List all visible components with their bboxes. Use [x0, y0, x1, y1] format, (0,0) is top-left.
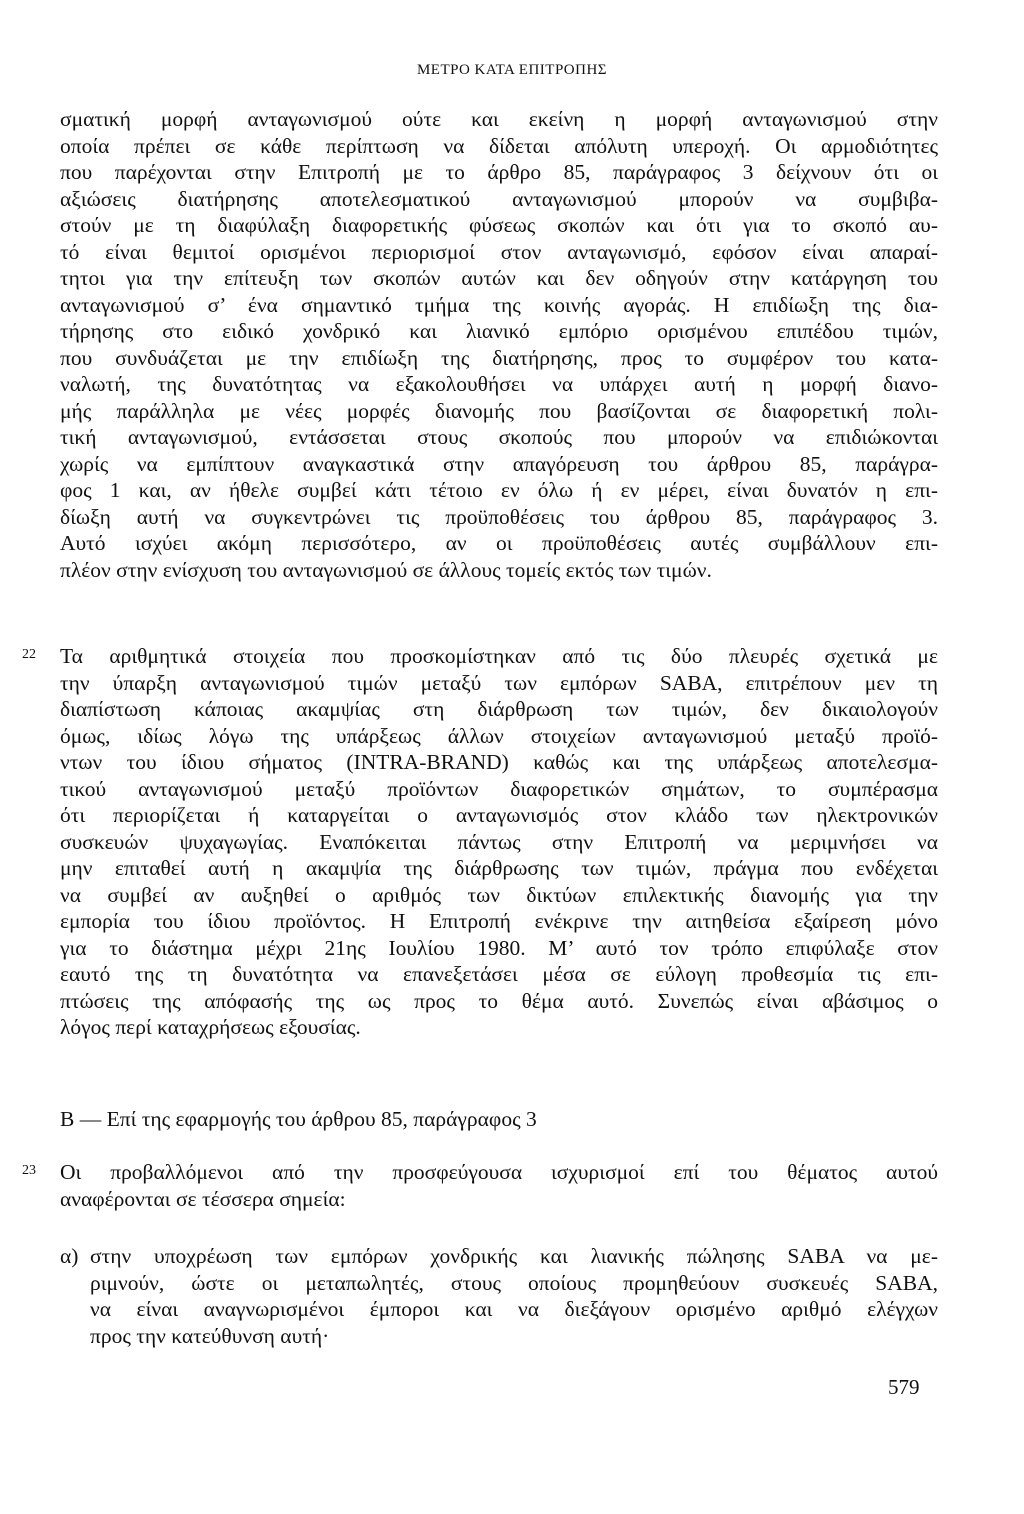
list-item-a-body — [90, 1243, 938, 1349]
text-line: να είναι αναγνωρισμένοι έμποροι και να διεξάγουν ορισμένο αριθμό ελέγχων — [90, 1297, 938, 1321]
paragraph-22 — [60, 643, 938, 1041]
text-line: πτώσεις της απόφασής της ως προς το θέμα αυτό. Συνεπώς είναι αβάσιμος ο — [60, 988, 938, 1013]
paragraph-number-22: 22 — [22, 647, 36, 662]
text-line: τητοι για την επίτευξη των σκοπών αυτών και δεν οδηγούν στην κατάργηση του — [60, 266, 938, 290]
text-line: χωρίς να εμπίπτουν αναγκαστικά στην απαγόρευση του άρθρου 85, παράγρα- — [60, 451, 938, 476]
text-line: διαπίστωση κάποιας ακαμψίας στη διάρθρωση των τιμών, δεν δικαιολογούν — [60, 697, 938, 721]
text-line: σματική μορφή ανταγωνισμού ούτε και εκείνη η μορφή ανταγωνισμού στην — [60, 107, 938, 131]
list-item-a — [60, 1243, 938, 1349]
text-line: όμως, ιδίως λόγω της υπάρξεως άλλων στοιχείων ανταγωνισμού μεταξύ προϊό- — [60, 723, 938, 748]
text-line: προς την κατεύθυνση αυτή· — [90, 1323, 330, 1348]
paragraph-23 — [60, 1159, 938, 1212]
text-line: Οι προβαλλόμενοι από την προσφεύγουσα ισχυρισμοί επί του θέματος αυτού — [60, 1160, 938, 1184]
text-line: ντων του ίδιου σήματος (INTRA-BRAND) καθώς και της υπάρξεως αποτελεσμα- — [60, 750, 938, 774]
page-number: 579 — [888, 1375, 920, 1399]
paragraph-continued — [60, 106, 938, 583]
text-line: Αυτό ισχύει ακόμη περισσότερο, αν οι προϋποθέσεις αυτές συμβάλλουν επι- — [60, 531, 938, 555]
running-header: ΜΕΤΡΟ ΚΑΤΑ ΕΠΙΤΡΟΠΗΣ — [416, 62, 608, 78]
text-line: στην υποχρέωση των εμπόρων χονδρικής και λιανικής πώλησης SABA να με- — [90, 1244, 938, 1268]
list-item-a-marker: α) — [60, 1244, 79, 1268]
text-line: μής παράλληλα με νέες μορφές διανομής που βασίζονται σε διαφορετική πολι- — [60, 398, 938, 423]
text-line: ότι περιορίζεται ή καταργείται ο ανταγωνισμός στον κλάδο των ηλεκτρονικών — [60, 803, 938, 827]
text-line: τική ανταγωνισμού, εντάσσεται στους σκοπούς που μπορούν να επιδιώκονται — [60, 425, 938, 449]
text-line: μην επιταθεί αυτή η ακαμψία της διάρθρωσης των τιμών, πράγμα που ενδέχεται — [60, 856, 938, 880]
text-line: συσκευών ψυχαγωγίας. Εναπόκειται πάντως στην Επιτροπή να μεριμνήσει να — [60, 829, 938, 854]
text-line: τικού ανταγωνισμού μεταξύ προϊόντων διαφορετικών σημάτων, το συμπέρασμα — [60, 776, 938, 801]
text-line: φος 1 και, αν ήθελε συμβεί κάτι τέτοιο εν όλω ή εν μέρει, είναι δυνατόν η επι- — [60, 478, 938, 502]
text-line: να συμβεί αν αυξηθεί ο αριθμός των δικτύων επιλεκτικής διανομής για την — [60, 882, 938, 907]
text-line: πλέον στην ενίσχυση του ανταγωνισμού σε άλλους τομείς εκτός των τιμών. — [60, 557, 712, 582]
text-line: Τα αριθμητικά στοιχεία που προσκομίστηκαν από τις δύο πλευρές σχετικά με — [60, 644, 938, 668]
text-line: που παρέχονται στην Επιτροπή με το άρθρο 85, παράγραφος 3 δείχνουν ότι οι — [60, 160, 938, 184]
text-line: στούν με τη διαφύλαξη διαφορετικής φύσεως σκοπών και ότι για το σκοπό αυ- — [60, 213, 938, 237]
text-line: τό είναι θεμιτοί ορισμένοι περιορισμοί στον ανταγωνισμό, εφόσον είναι απαραί- — [60, 239, 938, 264]
text-line: αξιώσεις διατήρησης αποτελεσματικού ανταγωνισμού μπορούν να συμβιβα- — [60, 186, 938, 211]
text-line: ριμνούν, ώστε οι μεταπωλητές, στους οποίους προμηθεύουν συσκευές SABA, — [90, 1270, 938, 1295]
text-line: ναλωτή, της δυνατότητας να εξακολουθήσει να υπάρχει αυτή η μορφή διανο- — [60, 372, 938, 396]
text-line: που συνδυάζεται με την επιδίωξη της διατήρησης, προς το συμφέρον του κατα- — [60, 345, 938, 370]
text-line: ανταγωνισμού σ’ ένα σημαντικό τμήμα της κοινής αγοράς. Η επιδίωξη της δια- — [60, 292, 938, 317]
text-line: εαυτό της τη δυνατότητα να επανεξετάσει μέσα σε εύλογη προθεσμία τις επι- — [60, 962, 938, 986]
text-line: εμπορία του ίδιου προϊόντος. Η Επιτροπή ενέκρινε την αιτηθείσα εξαίρεση μόνο — [60, 909, 938, 933]
text-line: οποία πρέπει σε κάθε περίπτωση να δίδεται απόλυτη υπεροχή. Οι αρμοδιότητες — [60, 133, 938, 158]
paragraph-number-23: 23 — [22, 1163, 36, 1178]
text-line: δίωξη αυτή να συγκεντρώνει τις προϋποθέσεις του άρθρου 85, παράγραφος 3. — [60, 504, 938, 529]
text-line: τήρησης στο ειδικό χονδρικό και λιανικό εμπόριο ορισμένου επιπέδου τιμών, — [60, 319, 938, 343]
section-heading-b: Β — Επί της εφαρμογής του άρθρου 85, παράγραφος 3 — [60, 1107, 537, 1131]
text-line: για το διάστημα μέχρι 21ης Ιουλίου 1980. Μ’ αυτό τον τρόπο επιφύλαξε στον — [60, 935, 938, 960]
text-line: αναφέρονται σε τέσσερα σημεία: — [60, 1186, 346, 1211]
text-line: λόγος περί καταχρήσεως εξουσίας. — [60, 1015, 361, 1039]
text-line: την ύπαρξη ανταγωνισμού τιμών μεταξύ των εμπόρων SABA, επιτρέπουν μεν τη — [60, 670, 938, 695]
